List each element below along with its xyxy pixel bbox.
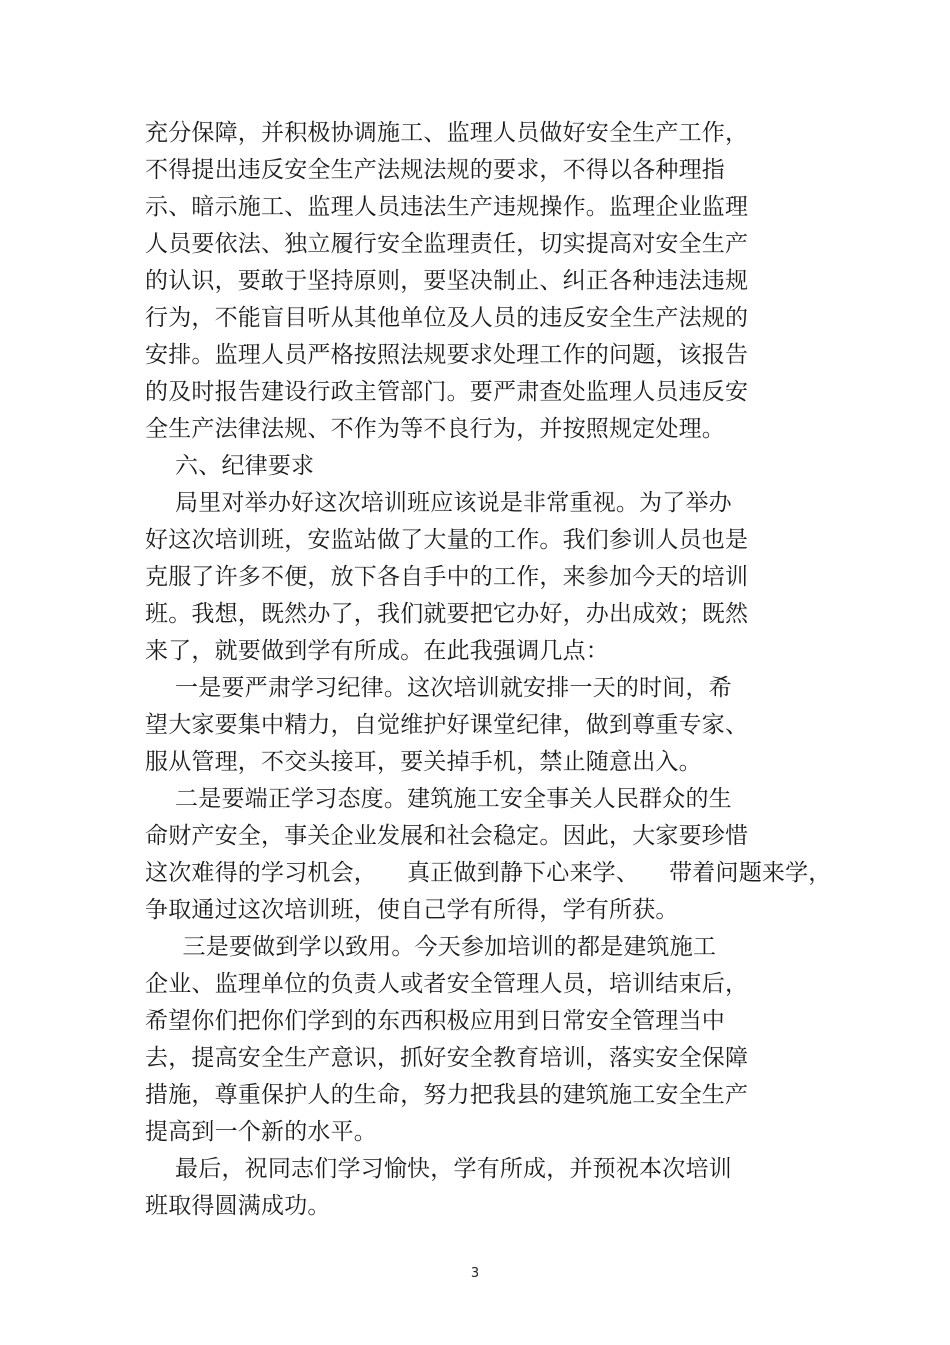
text-line: 一是要严肃学习纪律。这次培训就安排一天的时间，希 (145, 675, 732, 701)
text-line: 希望你们把你们学到的东西积极应用到日常安全管理当中 (145, 1008, 725, 1034)
page-number: 3 (470, 1266, 480, 1281)
text-line: 望大家要集中精力，自觉维护好课堂纪律，做到尊重专家、 (145, 712, 749, 738)
text-line: 安排。监理人员严格按照法规要求处理工作的问题，该报告 (145, 342, 749, 368)
text-line: 充分保障，并积极协调施工、监理人员做好安全生产工作， (145, 120, 749, 146)
text-line: 二是要端正学习态度。建筑施工安全事关人民群众的生 (145, 786, 732, 812)
text-line: 三是要做到学以致用。今天参加培训的都是建筑施工 (145, 934, 717, 960)
text-line: 行为，不能盲目听从其他单位及人员的违反安全生产法规的 (145, 305, 749, 331)
text-line: 示、暗示施工、监理人员违法生产违规操作。监理企业监理 (145, 194, 749, 220)
text-line: 全生产法律法规、不作为等不良行为，并按照规定处理。 (145, 416, 725, 442)
text-line: 提高到一个新的水平。 (145, 1119, 377, 1145)
text-line: 的认识，要敢于坚持原则，要坚决制止、纠正各种违法违规 (145, 268, 749, 294)
text-line: 企业、监理单位的负责人或者安全管理人员，培训结束后， (145, 971, 749, 997)
text-line: 人员要依法、独立履行安全监理责任，切实提高对安全生产 (145, 231, 749, 257)
text-line: 克服了许多不便，放下各自手中的工作，来参加今天的培训 (145, 564, 749, 590)
text-line: 班。我想，既然办了，我们就要把它办好，办出成效；既然 (145, 601, 749, 627)
text-line: 不得提出违反安全生产法规法规的要求，不得以各种理指 (145, 157, 725, 183)
text-line: 去，提高安全生产意识，抓好安全教育培训，落实安全保障 (145, 1045, 749, 1071)
text-line: 局里对举办好这次培训班应该说是非常重视。为了举办 (145, 490, 732, 516)
section-heading: 六、纪律要求 (145, 453, 315, 479)
text-line: 命财产安全，事关企业发展和社会稳定。因此，大家要珍惜 (145, 823, 749, 849)
text-line: 来了，就要做到学有所成。在此我强调几点： (145, 638, 609, 664)
text-line: 的及时报告建设行政主管部门。要严肃查处监理人员违反安 (145, 379, 749, 405)
text-line: 措施，尊重保护人的生命，努力把我县的建筑施工安全生产 (145, 1082, 749, 1108)
text-line: 最后，祝同志们学习愉快，学有所成，并预祝本次培训 (145, 1156, 732, 1182)
text-line: 好这次培训班，安监站做了大量的工作。我们参训人员也是 (145, 527, 749, 553)
text-line: 这次难得的学习机会， 真正做到静下心来学、 带着问题来学， (145, 860, 832, 886)
text-line: 班取得圆满成功。 (145, 1193, 331, 1219)
text-line: 服从管理，不交头接耳，要关掉手机，禁止随意出入。 (145, 749, 702, 775)
text-line: 争取通过这次培训班，使自己学有所得，学有所获。 (145, 897, 679, 923)
